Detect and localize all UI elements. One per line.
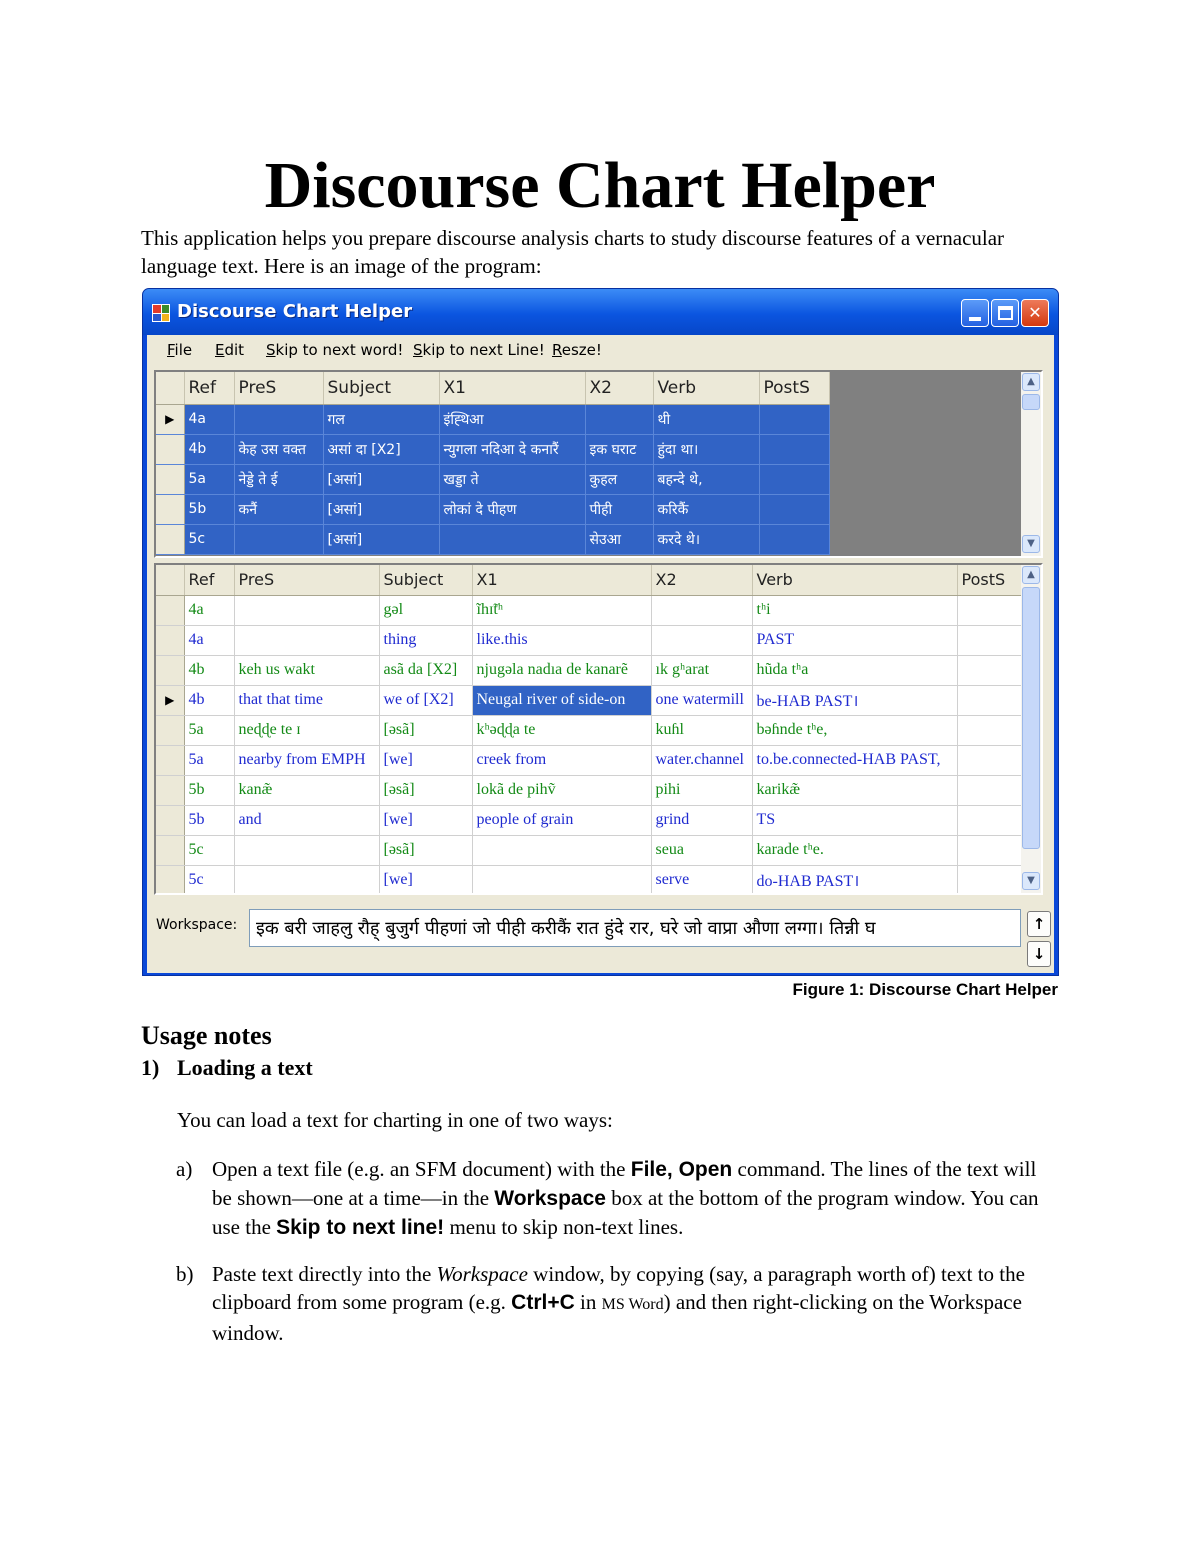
cell-x1[interactable] (472, 835, 651, 865)
cell-verb[interactable]: hũda tʰa (752, 655, 957, 685)
table-row[interactable] (156, 685, 1025, 715)
column-header-subject[interactable]: Subject (379, 565, 472, 595)
cell-ref[interactable]: 4b (184, 434, 234, 464)
table-row[interactable] (156, 745, 1025, 775)
cell-posts[interactable] (957, 715, 1025, 745)
menu-skip-next-line[interactable]: Skip to next Line! (413, 341, 545, 359)
cell-pres[interactable]: and (234, 805, 379, 835)
column-header-x1[interactable]: X1 (439, 372, 585, 404)
current-row-pointer-icon[interactable]: ▶ (156, 404, 184, 434)
table-row[interactable] (156, 775, 1025, 805)
row-header[interactable] (156, 655, 184, 685)
cell-ref[interactable]: 4b (184, 655, 234, 685)
cell-x2[interactable]: one watermill (651, 685, 752, 715)
row-header[interactable] (156, 835, 184, 865)
arrow-down-icon[interactable]: ↓ (1027, 941, 1051, 967)
cell-subject[interactable]: [əsã] (379, 835, 472, 865)
cell-ref[interactable]: 5b (184, 494, 234, 524)
table-row[interactable] (156, 835, 1025, 865)
cell-x1[interactable] (472, 865, 651, 895)
cell-subject[interactable]: we of [X2] (379, 685, 472, 715)
cell-x2[interactable]: इक घराट (585, 434, 653, 464)
cell-verb[interactable]: करदे थे। (653, 524, 759, 554)
row-header[interactable] (156, 715, 184, 745)
cell-posts[interactable] (759, 494, 829, 524)
text-run: Open a text file (e.g. an SFM document) with the (212, 1157, 631, 1181)
table-row[interactable] (156, 655, 1025, 685)
usage-notes-heading: Usage notes (141, 1021, 272, 1050)
interlinear-scrollbar[interactable] (1021, 565, 1041, 893)
interlinear-chart-grid[interactable] (154, 563, 1043, 895)
cell-posts[interactable] (957, 595, 1025, 625)
cell-x1[interactable]: kʰəɖɖa te (472, 715, 651, 745)
table-row[interactable] (156, 434, 829, 464)
app-window-screenshot (142, 288, 1059, 976)
row-header[interactable] (156, 745, 184, 775)
row-header[interactable] (156, 625, 184, 655)
text-run: menu to skip non-text lines. (444, 1215, 684, 1239)
cell-x1[interactable]: Neugal river of side-on (472, 685, 651, 715)
minimize-button[interactable] (961, 299, 989, 327)
load-intro-paragraph: You can load a text for charting in one of two ways: (177, 1108, 613, 1132)
cell-subject[interactable]: gəl (379, 595, 472, 625)
bold-run: Skip to next line! (276, 1216, 445, 1239)
cell-subject[interactable]: असां दा [X2] (323, 434, 439, 464)
cell-verb[interactable]: be-HAB PAST। (752, 685, 957, 715)
column-header-x1[interactable]: X1 (472, 565, 651, 595)
cell-subject[interactable]: [असां] (323, 524, 439, 554)
cell-verb[interactable]: करिकैं (653, 494, 759, 524)
italic-run: Workspace (436, 1262, 528, 1286)
cell-verb[interactable]: karade tʰe. (752, 835, 957, 865)
window-titlebar[interactable] (143, 289, 1058, 335)
cell-pres[interactable] (234, 835, 379, 865)
text-run: command. The lines of the text will be shown—one at a time—in the (212, 1157, 1037, 1210)
table-row[interactable] (156, 524, 829, 554)
cell-x2[interactable]: कुहल (585, 464, 653, 494)
cell-pres[interactable]: केह उस वक्त (234, 434, 323, 464)
row-header[interactable] (156, 865, 184, 895)
cell-verb[interactable]: हुंदा था। (653, 434, 759, 464)
cell-ref[interactable]: 5c (184, 865, 234, 895)
cell-x2[interactable]: सेउआ (585, 524, 653, 554)
cell-posts[interactable] (957, 745, 1025, 775)
row-header[interactable] (156, 595, 184, 625)
intro-paragraph: This application helps you prepare discourse analysis charts to study discourse features of a vernacular language text. Here is an image of the program: (141, 226, 1005, 278)
column-header-posts[interactable]: PostS (957, 565, 1025, 595)
cell-pres[interactable]: नेड्डे ते ई (234, 464, 323, 494)
cell-x2[interactable]: seua (651, 835, 752, 865)
cell-subject[interactable]: [əsã] (379, 775, 472, 805)
scroll-down-icon[interactable]: ▼ (1022, 535, 1040, 553)
cell-subject[interactable]: [असां] (323, 464, 439, 494)
scroll-up-icon[interactable]: ▲ (1022, 566, 1040, 584)
cell-ref[interactable]: 5a (184, 464, 234, 494)
cell-pres[interactable]: कनैं (234, 494, 323, 524)
cell-x2[interactable]: water.channel (651, 745, 752, 775)
cell-ref[interactable]: 5c (184, 835, 234, 865)
menu-resize[interactable]: Resze! (552, 341, 602, 359)
cell-x2[interactable] (651, 625, 752, 655)
cell-subject[interactable]: [we] (379, 745, 472, 775)
cell-pres[interactable] (234, 865, 379, 895)
maximize-icon (998, 306, 1013, 320)
list-item-b (176, 1260, 1056, 1347)
cell-x1[interactable]: njugəla nadıa de kanarẽ (472, 655, 651, 685)
menu-skip-next-word[interactable]: Skip to next word! (266, 341, 404, 359)
cell-posts[interactable] (759, 524, 829, 554)
column-header-x2[interactable]: X2 (585, 372, 653, 404)
cell-x1[interactable]: लोकां दे पीहण (439, 494, 585, 524)
column-header-ref[interactable]: Ref (184, 565, 234, 595)
cell-posts[interactable] (957, 655, 1025, 685)
cell-ref[interactable]: 5b (184, 775, 234, 805)
cell-posts[interactable] (957, 775, 1025, 805)
cell-ref[interactable]: 4a (184, 404, 234, 434)
cell-x2[interactable]: kuɦl (651, 715, 752, 745)
cell-x2[interactable]: grind (651, 805, 752, 835)
cell-pres[interactable] (234, 595, 379, 625)
row-header[interactable] (156, 775, 184, 805)
cell-ref[interactable]: 4a (184, 595, 234, 625)
row-header[interactable] (156, 494, 184, 524)
cell-pres[interactable]: kanæ̃ (234, 775, 379, 805)
cell-posts[interactable] (957, 625, 1025, 655)
cell-pres[interactable] (234, 524, 323, 554)
cell-verb[interactable]: PAST (752, 625, 957, 655)
scroll-thumb[interactable] (1022, 587, 1040, 849)
cell-verb[interactable]: TS (752, 805, 957, 835)
cell-x2[interactable] (651, 595, 752, 625)
table-row[interactable] (156, 595, 1025, 625)
row-header-corner (156, 372, 184, 404)
workspace-label: Workspace: (156, 917, 238, 933)
section-title: Loading a text (177, 1055, 313, 1080)
interlinear-table (156, 565, 1026, 895)
cell-ref[interactable]: 5a (184, 745, 234, 775)
cell-x2[interactable]: pihi (651, 775, 752, 805)
text-run: ) and then right-clicking on the Workspace window. (212, 1290, 1022, 1345)
cell-x1[interactable]: people of grain (472, 805, 651, 835)
close-button[interactable] (1021, 299, 1049, 327)
column-header-verb[interactable]: Verb (752, 565, 957, 595)
table-row[interactable] (156, 715, 1025, 745)
table-row[interactable] (156, 625, 1025, 655)
cell-subject[interactable]: गल (323, 404, 439, 434)
cell-subject[interactable]: asã da [X2] (379, 655, 472, 685)
cell-x1[interactable]: like.this (472, 625, 651, 655)
cell-posts[interactable] (759, 434, 829, 464)
cell-subject[interactable]: [əsã] (379, 715, 472, 745)
cell-subject[interactable]: thing (379, 625, 472, 655)
cell-x1[interactable]: ĩhɪ̃tʰ (472, 595, 651, 625)
cell-posts[interactable] (957, 835, 1025, 865)
menu-file[interactable]: File (167, 341, 193, 359)
table-row[interactable] (156, 865, 1025, 895)
column-header-posts[interactable]: PostS (759, 372, 829, 404)
cell-posts[interactable] (957, 865, 1025, 895)
cell-ref[interactable]: 4a (184, 625, 234, 655)
cell-verb[interactable]: do-HAB PAST। (752, 865, 957, 895)
current-row-pointer-icon[interactable]: ▶ (156, 685, 184, 715)
menu-bar (147, 335, 1054, 365)
document-title: Discourse Chart Helper (264, 149, 936, 222)
window-title: Discourse Chart Helper (177, 301, 413, 322)
cell-x1[interactable]: खड्डा ते (439, 464, 585, 494)
menu-edit[interactable]: Edit (215, 341, 245, 359)
cell-verb[interactable]: tʰi (752, 595, 957, 625)
row-header[interactable] (156, 524, 184, 554)
text-run: box at the bottom of the program window. You can use the (212, 1186, 1039, 1239)
arrow-up-icon[interactable]: ↑ (1027, 911, 1051, 937)
cell-x2[interactable]: पीही (585, 494, 653, 524)
list-item-a (176, 1155, 1056, 1242)
cell-posts[interactable] (957, 805, 1025, 835)
cell-ref[interactable]: 5a (184, 715, 234, 745)
cell-ref[interactable]: 5b (184, 805, 234, 835)
figure-caption: Figure 1: Discourse Chart Helper (792, 980, 1058, 999)
cell-subject[interactable]: [असां] (323, 494, 439, 524)
column-header-subject[interactable]: Subject (323, 372, 439, 404)
cell-x2[interactable]: ık gʰarat (651, 655, 752, 685)
row-header[interactable] (156, 464, 184, 494)
cell-posts[interactable] (759, 404, 829, 434)
cell-pres[interactable]: keh us wakt (234, 655, 379, 685)
close-icon: ✕ (1028, 303, 1042, 322)
list-label: a) (176, 1157, 193, 1181)
cell-posts[interactable] (957, 685, 1025, 715)
workspace-input[interactable]: इक बरी जाहलु रौह् बुजुर्ग पीहणां जो पीही करीकैं रात हुंदे रार, घरे जो वाप्रा औणा लग्गा। तिन्नी घ (249, 909, 1021, 947)
table-row[interactable] (156, 805, 1025, 835)
bold-run: Ctrl+C (511, 1291, 575, 1314)
cell-subject[interactable]: [we] (379, 865, 472, 895)
cell-pres[interactable]: that that time (234, 685, 379, 715)
scroll-up-icon[interactable]: ▲ (1022, 373, 1040, 391)
cell-pres[interactable]: nearby from EMPH (234, 745, 379, 775)
row-header[interactable] (156, 434, 184, 464)
cell-x1[interactable]: न्युगला नदिआ दे कनारैं (439, 434, 585, 464)
cell-verb[interactable]: बहन्दे थे, (653, 464, 759, 494)
cell-x2[interactable] (585, 404, 653, 434)
vernacular-scrollbar[interactable] (1021, 372, 1041, 556)
window-client-area (147, 335, 1054, 973)
table-row[interactable] (156, 404, 829, 434)
vernacular-table (156, 372, 830, 555)
column-header-pres[interactable]: PreS (234, 565, 379, 595)
cell-x2[interactable]: serve (651, 865, 752, 895)
minimize-icon (969, 317, 981, 321)
column-header-pres[interactable]: PreS (234, 372, 323, 404)
cell-ref[interactable]: 5c (184, 524, 234, 554)
column-header-ref[interactable]: Ref (184, 372, 234, 404)
cell-verb[interactable]: bəɦnde tʰe, (752, 715, 957, 745)
cell-pres[interactable] (234, 625, 379, 655)
section-heading (141, 1055, 313, 1081)
text-run: in (574, 1290, 602, 1314)
smallcaps-run: MS Word (601, 1296, 664, 1313)
cell-x1[interactable]: creek from (472, 745, 651, 775)
text-run: window, by copying (say, a paragraph worth of) text to the clipboard from some program (e.g. (212, 1262, 1025, 1314)
list-label: b) (176, 1262, 194, 1286)
cell-x1[interactable]: इंह्थिआ (439, 404, 585, 434)
bold-run: Workspace (494, 1187, 606, 1210)
cell-pres[interactable]: neɖɖe te ɪ (234, 715, 379, 745)
text-run: Paste text directly into the (212, 1262, 437, 1286)
cell-verb[interactable]: karikæ̃ (752, 775, 957, 805)
table-row[interactable] (156, 464, 829, 494)
cell-x1[interactable] (439, 524, 585, 554)
scroll-thumb[interactable] (1022, 394, 1040, 410)
column-header-x2[interactable]: X2 (651, 565, 752, 595)
column-header-verb[interactable]: Verb (653, 372, 759, 404)
cell-pres[interactable] (234, 404, 323, 434)
cell-subject[interactable]: [we] (379, 805, 472, 835)
row-header[interactable] (156, 805, 184, 835)
row-header-corner (156, 565, 184, 595)
scroll-down-icon[interactable]: ▼ (1022, 872, 1040, 890)
cell-verb[interactable]: to.be.connected-HAB PAST, (752, 745, 957, 775)
cell-x1[interactable]: lokã de pihṽ (472, 775, 651, 805)
maximize-button[interactable] (991, 299, 1019, 327)
cell-ref[interactable]: 4b (184, 685, 234, 715)
app-icon (152, 304, 170, 322)
table-row[interactable] (156, 494, 829, 524)
bold-run: File, Open (630, 1158, 733, 1181)
cell-verb[interactable]: थी (653, 404, 759, 434)
vernacular-chart-grid[interactable] (154, 370, 1043, 558)
cell-posts[interactable] (759, 464, 829, 494)
section-number: 1) (141, 1055, 160, 1080)
